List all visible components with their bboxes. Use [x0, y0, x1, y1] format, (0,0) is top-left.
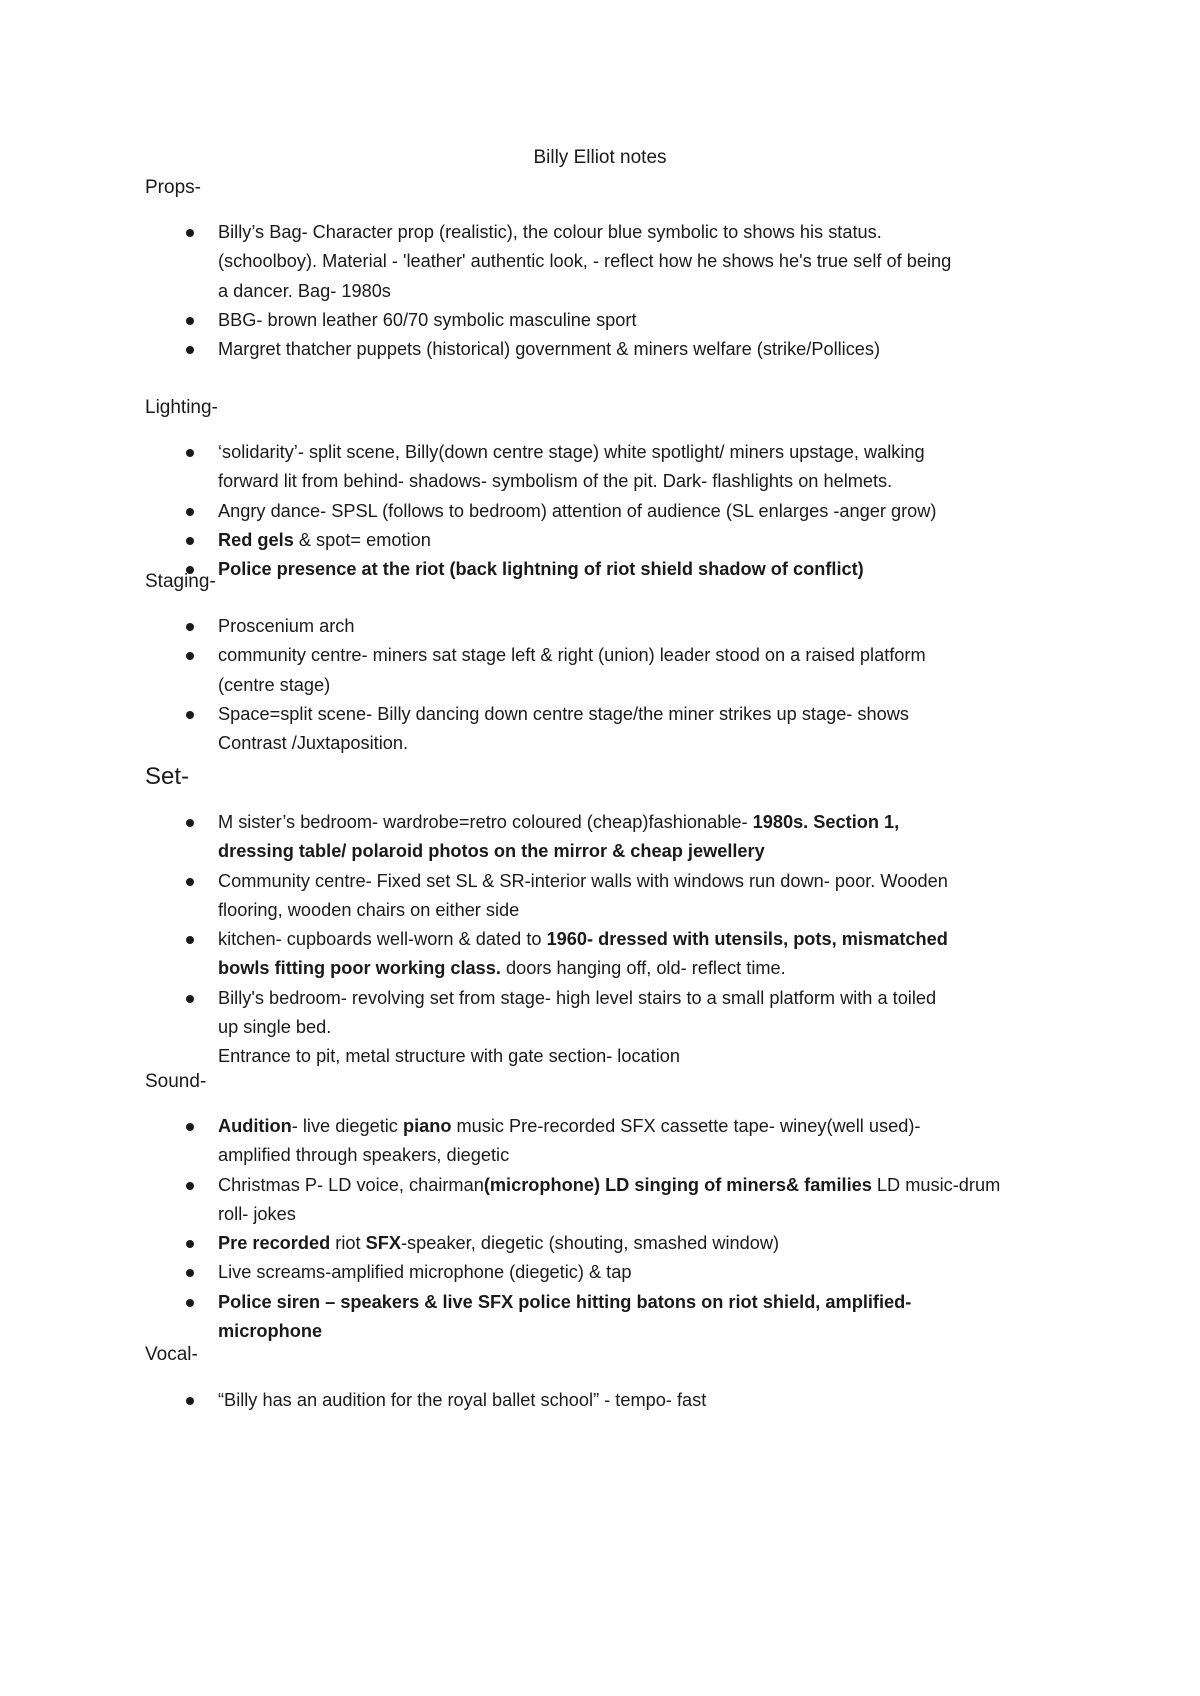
list-item [0, 612, 1068, 641]
list-item [0, 497, 1068, 526]
text: Contrast /Juxtaposition. [218, 733, 409, 754]
bullet-list-props [0, 218, 1068, 364]
text: Entrance to pit, metal structure with gate section- location [218, 1046, 680, 1067]
text: BBG- brown leather 60/70 symbolic masculine sport [218, 309, 637, 330]
bullet-icon [186, 346, 194, 354]
text: (centre stage) [218, 674, 331, 695]
text: Community centre- Fixed set SL & SR-interior walls with windows run down- poor. Wooden [218, 870, 948, 891]
text: amplified through speakers, diegetic [218, 1145, 510, 1166]
text-line [218, 306, 1068, 335]
text-line [218, 837, 1068, 866]
bullet-icon [186, 623, 194, 631]
text: ‘solidarity’- split scene, Billy(down centre stage) white spotlight/ miners upstage, walking [218, 442, 925, 462]
text: Billy's bedroom- revolving set from stage- high level stairs to a small platform with a toiled [218, 987, 937, 1008]
bullet-list-lighting [0, 438, 1068, 584]
text: forward lit from behind- shadows- symbolism of the pit. Dark- flashlights on helmets. [218, 471, 893, 492]
text-line [218, 867, 1068, 896]
text-line [218, 700, 1068, 729]
text: music Pre-recorded SFX cassette tape- winey(well used)- [451, 1116, 921, 1136]
text: flooring, wooden chairs on either side [218, 899, 520, 920]
text: Proscenium arch [218, 616, 355, 636]
text: community centre- miners sat stage left & right (union) leader stood on a raised platform [218, 645, 926, 666]
list-item [0, 218, 1068, 306]
text: Space=split scene- Billy dancing down centre stage/the miner strikes up stage- shows [218, 703, 909, 724]
bullet-icon [186, 449, 194, 457]
bold-text: Police siren – speakers & live SFX police hitting batons on riot shield, amplified- [218, 1291, 912, 1312]
text-line [218, 1141, 1068, 1170]
bold-text: 1980s. Section 1, [752, 812, 900, 832]
text-line [218, 218, 1068, 247]
section-heading-sound: Sound- [145, 1071, 207, 1092]
list-item [0, 1112, 1068, 1171]
text: - live diegetic [291, 1116, 403, 1136]
list-item [0, 1258, 1068, 1287]
text: LD music-drum [871, 1174, 1001, 1195]
text-line [218, 671, 1068, 700]
text-line [218, 1258, 1068, 1287]
text-line [218, 1171, 1068, 1200]
text-line [218, 1229, 1068, 1258]
text: riot [330, 1233, 366, 1254]
bold-text: Audition [218, 1116, 292, 1136]
section-heading-lighting: Lighting- [145, 397, 218, 418]
text-line [218, 1288, 1068, 1317]
bold-text: 1960- dressed with utensils, pots, mismatched [546, 929, 948, 950]
bullet-icon [186, 1299, 194, 1307]
list-item [0, 335, 1068, 364]
bullet-icon [186, 508, 194, 516]
bullet-icon [186, 711, 194, 719]
text: Christmas P- LD voice, chairman [218, 1174, 484, 1195]
bold-text: dressing table/ polaroid photos on the mirror & cheap jewellery [218, 841, 765, 862]
text: Billy’s Bag- Character prop (realistic), the colour blue symbolic to shows his status. [218, 222, 882, 242]
text-line [218, 641, 1068, 670]
text-line [218, 954, 1068, 983]
bold-text: Police presence at the riot (back lightning of riot shield shadow of conflict) [218, 559, 864, 580]
bold-text: Pre recorded [218, 1233, 331, 1254]
bullet-list-staging [0, 612, 1068, 758]
text-line [218, 808, 1068, 837]
text: Margret thatcher puppets (historical) government & miners welfare (strike/Pollices) [218, 339, 881, 360]
list-item [0, 925, 1068, 984]
list-item [0, 526, 1068, 555]
text: Angry dance- SPSL (follows to bedroom) attention of audience (SL enlarges -anger grow) [218, 500, 937, 521]
text-line [218, 896, 1068, 925]
text-line [218, 925, 1068, 954]
section-heading-set: Set- [145, 763, 190, 790]
text-line [218, 1317, 1068, 1346]
text-line [218, 247, 1068, 276]
list-item [0, 1229, 1068, 1258]
bullet-icon [186, 317, 194, 325]
text-line [218, 729, 1068, 758]
section-heading-props: Props- [145, 177, 201, 198]
text: doors hanging off, old- reflect time. [500, 958, 786, 979]
list-item [0, 641, 1068, 700]
text: & spot= emotion [293, 529, 431, 550]
bullet-icon [186, 1269, 194, 1277]
text-line [218, 1042, 1068, 1071]
text-line [218, 1386, 1068, 1415]
text: -speaker, diegetic (shouting, smashed window) [400, 1233, 780, 1254]
bullet-icon [186, 1240, 194, 1248]
list-item [0, 808, 1068, 867]
text-line [218, 1200, 1068, 1229]
bullet-list-set [0, 808, 1068, 1072]
list-item [0, 1171, 1068, 1230]
bullet-icon [186, 878, 194, 886]
list-item [0, 984, 1068, 1072]
text: a dancer. Bag- 1980s [218, 280, 391, 301]
bullet-icon [186, 229, 194, 237]
bullet-icon [186, 1397, 194, 1405]
bullet-list-sound [0, 1112, 1068, 1346]
bold-text: bowls fitting poor working class. [218, 958, 501, 979]
bullet-icon [186, 1123, 194, 1131]
text: kitchen- cupboards well-worn & dated to [218, 929, 547, 950]
bold-text: piano [402, 1116, 452, 1136]
bold-text: SFX [365, 1233, 401, 1254]
list-item [0, 306, 1068, 335]
text-line [218, 526, 1068, 555]
bullet-icon [186, 995, 194, 1003]
text-line [218, 1112, 1068, 1141]
text: roll- jokes [218, 1203, 296, 1224]
text-line [218, 984, 1068, 1013]
list-item [0, 867, 1068, 926]
list-item [0, 438, 1068, 497]
bullet-icon [186, 936, 194, 944]
list-item [0, 1288, 1068, 1347]
text: Live screams-amplified microphone (diegetic) & tap [218, 1262, 632, 1283]
document-title: Billy Elliot notes [533, 147, 667, 168]
list-item [0, 700, 1068, 759]
text: up single bed. [218, 1017, 332, 1038]
text: M sister’s bedroom- wardrobe=retro coloured (cheap)fashionable- [218, 812, 753, 832]
text-line [218, 467, 1068, 496]
text: “Billy has an audition for the royal ballet school” - tempo- fast [218, 1390, 707, 1410]
bullet-icon [186, 652, 194, 660]
text-line [218, 555, 1068, 584]
bold-text: (microphone) LD singing of miners& families [483, 1174, 872, 1195]
bullet-icon [186, 537, 194, 545]
bold-text: Red gels [218, 529, 294, 550]
text-line [218, 1013, 1068, 1042]
text-line [218, 612, 1068, 641]
list-item [0, 1386, 1068, 1415]
bullet-icon [186, 819, 194, 827]
text: (schoolboy). Material - 'leather' authentic look, - reflect how he shows he's true self of being [218, 251, 952, 272]
text-line [218, 497, 1068, 526]
section-heading-vocal: Vocal- [145, 1344, 198, 1365]
text-line [218, 277, 1068, 306]
text-line [218, 335, 1068, 364]
text-line [218, 438, 1068, 467]
bullet-icon [186, 1182, 194, 1190]
section-heading-staging: Staging- [145, 571, 216, 592]
bullet-list-vocal [0, 1386, 1068, 1415]
bold-text: microphone [218, 1321, 323, 1342]
